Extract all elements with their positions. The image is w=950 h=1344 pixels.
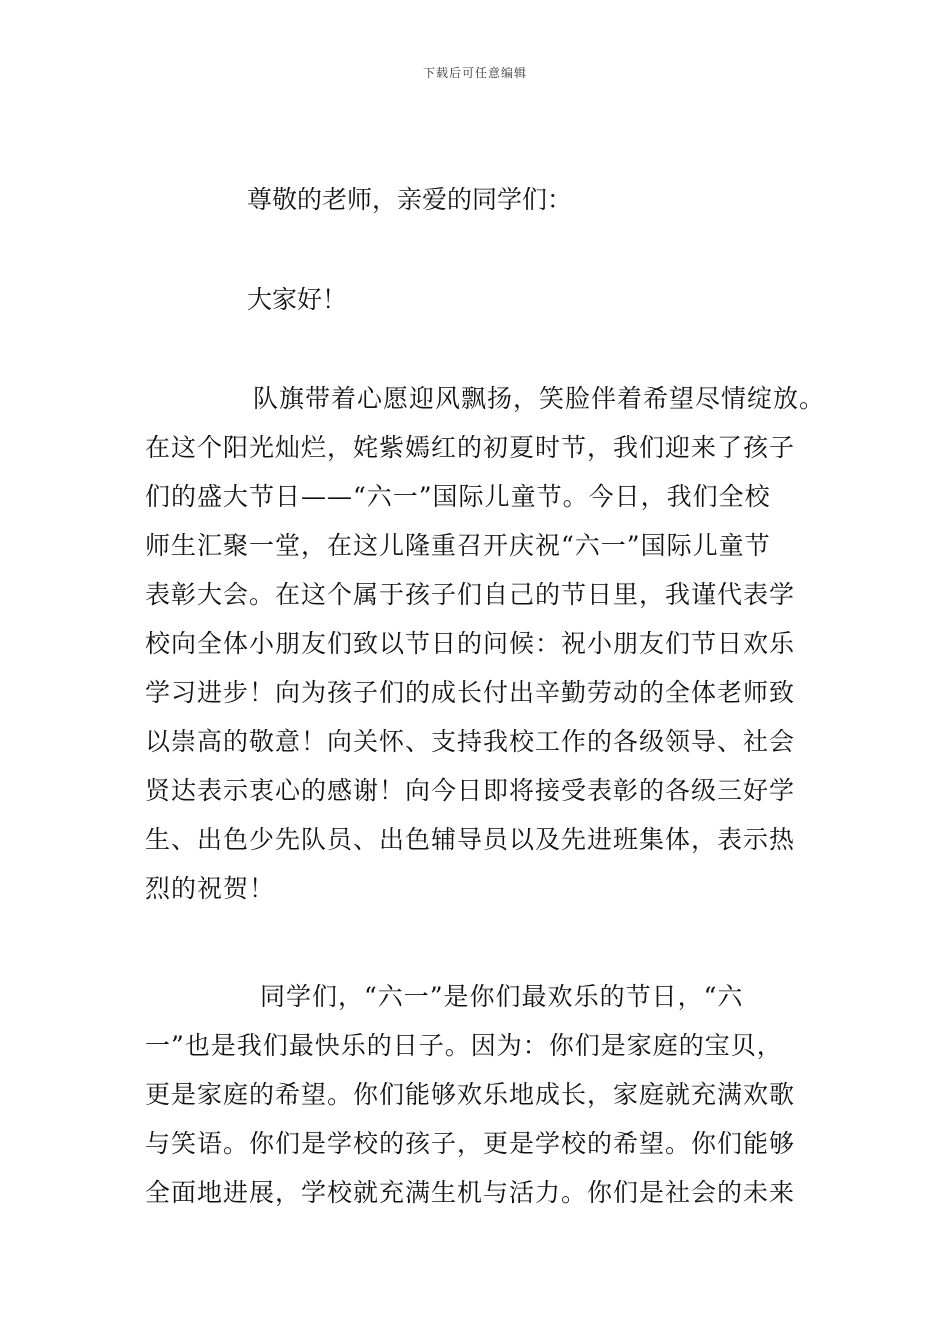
paragraph-line: 校向全体小朋友们致以节日的问候：祝小朋友们节日欢乐 [145,629,796,658]
greeting-line: 大家好！ [247,285,348,314]
speech-paragraph-2 [145,972,825,1217]
salutation-line: 尊敬的老师，亲爱的同学们： [247,185,573,214]
paragraph-line: 表彰大会。在这个属于孩子们自己的节日里，我谨代表学 [145,580,796,609]
page-header-note: 下载后可任意编辑 [422,66,527,80]
paragraph-line: 学习进步！向为孩子们的成长付出辛勤劳动的全体老师致 [145,678,796,707]
paragraph-line: 全面地进展，学校就充满生机与活力。你们是社会的未来 [145,1178,796,1207]
paragraph-line: 同学们，“六一”是你们最欢乐的节日，“六 [260,982,744,1011]
paragraph-line: 与笑语。你们是学校的孩子，更是学校的希望。你们能够 [145,1129,796,1158]
paragraph-line: 更是家庭的希望。你们能够欢乐地成长，家庭就充满欢歌 [145,1080,796,1109]
paragraph-line: 一”也是我们最快乐的日子。因为：你们是家庭的宝贝， [145,1031,783,1060]
paragraph-line: 贤达表示衷心的感谢！向今日即将接受表彰的各级三好学 [145,776,796,805]
paragraph-line: 们的盛大节日——“六一”国际儿童节。今日，我们全校 [145,482,771,511]
paragraph-line: 以崇高的敬意！向关怀、支持我校工作的各级领导、社会 [145,727,796,756]
paragraph-line: 师生汇聚一堂，在这儿隆重召开庆祝“六一”国际儿童节 [145,531,771,560]
paragraph-line: 生、出色少先队员、出色辅导员以及先进班集体，表示热 [145,825,796,854]
paragraph-line: 在这个阳光灿烂，姹紫嫣红的初夏时节，我们迎来了孩子 [145,433,796,462]
paragraph-line: 烈的祝贺！ [145,874,276,903]
speech-paragraph-1 [145,374,825,913]
paragraph-line: 队旗带着心愿迎风飘扬，笑脸伴着希望尽情绽放。 [253,384,826,413]
